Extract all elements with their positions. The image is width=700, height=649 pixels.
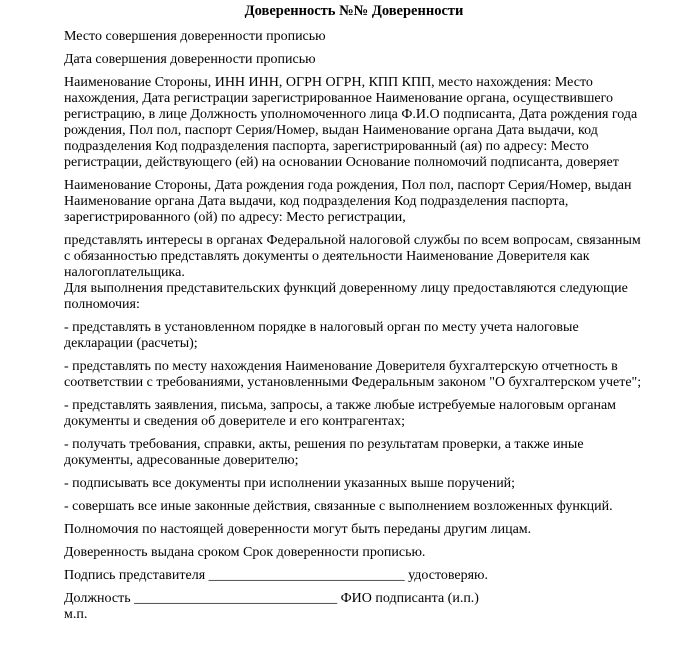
stamp-mark: м.п.: [64, 607, 88, 622]
place-of-execution-line: Место совершения доверенности прописью: [64, 29, 326, 44]
signature-certify-text: удостоверяю.: [408, 568, 489, 583]
signature-row: [64, 568, 644, 584]
power-item-submit-documents: - представлять заявления, письма, запросы, а также любые истребуемые налоговым органам документы и сведения об доверителе и его контрагентах;: [64, 398, 617, 429]
power-item-accounting-reports: - представлять по месту нахождения Наименование Доверителя бухгалтерскую отчетность в соответствии с требованиями, установленными Федеральным законом "О бухгалтерском учете";: [64, 359, 642, 390]
signature-blank-line: ____________________________: [208, 568, 405, 583]
representative-paragraph: Наименование Стороны, Дата рождения года рождения, Пол пол, паспорт Серия/Номер, выдан Наименование органа Дата выдачи, код подразделения Код подразделения паспорта, зарегистрированного (ой) по адресу: Место регистрации,: [64, 178, 632, 225]
delegation-paragraph: Полномочия по настоящей доверенности могут быть переданы другим лицам.: [64, 522, 532, 537]
position-label: Должность: [64, 591, 131, 606]
position-blank-line: _____________________________: [134, 591, 338, 606]
scope-paragraph: [64, 233, 644, 313]
power-item-sign-documents: - подписывать все документы при исполнении указанных выше поручений;: [64, 476, 516, 491]
power-item-declarations: - представлять в установленном порядке в налоговый орган по месту учета налоговые декларации (расчеты);: [64, 320, 579, 351]
power-item-other-actions: - совершать все иные законные действия, связанные с выполнением возложенных функций.: [64, 499, 613, 514]
date-of-execution-line: Дата совершения доверенности прописью: [64, 52, 316, 67]
signer-name-text: ФИО подписанта (и.п.): [340, 591, 479, 606]
signature-label: Подпись представителя: [64, 568, 206, 583]
term-paragraph: Доверенность выдана сроком Срок доверенности прописью.: [64, 545, 426, 560]
powers-intro-text: Для выполнения представительских функций доверенному лицу предоставляются следующие полномочия:: [64, 281, 628, 312]
principal-paragraph: Наименование Стороны, ИНН ИНН, ОГРН ОГРН, КПП КПП, место нахождения: Место нахождения, Дата регистрации зарегистрированное Наименование органа, осуществившего регистрацию, в лице Должность уполномоченного лица Ф.И.О подписанта, Дата рождения года рождения, Пол пол, паспорт Серия/Номер, выдан Наименование органа Дата выдачи, код подразделения Код подразделения паспорта, зарегистрированный (ая) по адресу: Место регистрации, действующего (ей) на основании Основание полномочий подписанта, доверяет: [64, 75, 638, 170]
document-title: Доверенность №№ Доверенности: [244, 3, 464, 19]
power-item-receive-documents: - получать требования, справки, акты, решения по результатам проверки, а также иные документы, адресованные доверителю;: [64, 437, 584, 468]
position-row: [64, 591, 644, 607]
scope-of-authority-text: представлять интересы в органах Федеральной налоговой службы по всем вопросам, связанным с обязанностью представлять документы о деятельности Наименование Доверителя как налогоплательщика.: [64, 233, 641, 280]
